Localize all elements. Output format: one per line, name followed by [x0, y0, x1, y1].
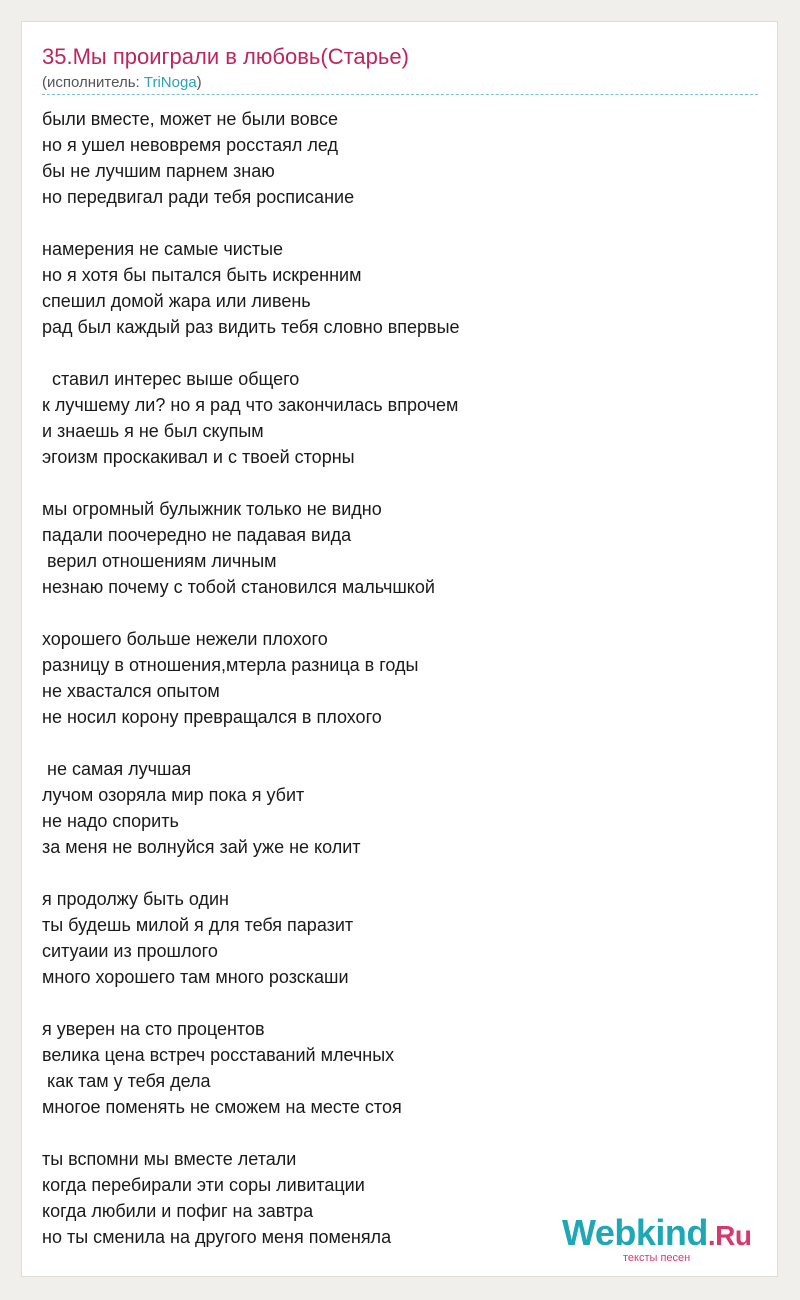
logo-main-text: Webkind [562, 1212, 708, 1253]
lyrics-stanza [42, 756, 758, 860]
lyric-line: но я хотя бы пытался быть искренним [42, 265, 362, 285]
lyrics-stanza [42, 626, 758, 730]
dashed-divider [42, 94, 758, 95]
lyric-line: лучом озоряла мир пока я убит [42, 785, 305, 805]
lyric-line: падали поочередно не падавая вида [42, 525, 352, 545]
lyrics-stanza [42, 236, 758, 340]
logo-tagline: тексты песен [623, 1252, 691, 1264]
lyric-line: ты вспомни мы вместе летали [42, 1149, 297, 1169]
lyrics-stanza [42, 1016, 758, 1120]
lyric-line: намерения не самые чистые [42, 239, 284, 259]
lyric-line: много хорошего там много розскаши [42, 967, 349, 987]
lyric-line: я продолжу быть один [42, 889, 229, 909]
lyric-line: не надо спорить [42, 811, 179, 831]
lyric-line: не хвастался опытом [42, 681, 220, 701]
lyrics-text [42, 106, 758, 1276]
lyric-line: к лучшему ли? но я рад что закончилась впрочем [42, 395, 459, 415]
lyric-line: ставил интерес выше общего [42, 369, 300, 389]
lyric-line: многое поменять не сможем на месте стоя [42, 1097, 402, 1117]
lyric-line: не носил корону превращался в плохого [42, 707, 382, 727]
song-title: 35.Мы проиграли в любовь(Старье) [42, 44, 409, 69]
byline-prefix: (исполнитель: [42, 74, 144, 91]
lyric-line: как там у тебя дела [42, 1071, 211, 1091]
artist-byline [42, 74, 202, 91]
lyric-line: бы не лучшим парнем знаю [42, 161, 275, 181]
lyric-line: я уверен на сто процентов [42, 1019, 265, 1039]
lyric-line: ты будешь милой я для тебя паразит [42, 915, 354, 935]
lyric-line: хорошего больше нежели плохого [42, 629, 328, 649]
lyrics-stanza [42, 106, 758, 210]
lyric-line: за меня не волнуйся зай уже не колит [42, 837, 361, 857]
lyric-line: незнаю почему с тобой становился мальчшкой [42, 577, 435, 597]
lyric-line: когда перебирали эти соры ливитации [42, 1175, 365, 1195]
lyrics-card [21, 21, 778, 1277]
logo-tld: .Ru [707, 1220, 752, 1251]
lyric-line: когда любили и пофиг на завтра [42, 1201, 314, 1221]
lyric-line: но передвигал ради тебя росписание [42, 187, 355, 207]
lyric-line: велика цена встреч росставаний млечных [42, 1045, 395, 1065]
lyric-line: ситуаии из прошлого [42, 941, 218, 961]
lyric-line: рад был каждый раз видить тебя словно впервые [42, 317, 460, 337]
lyric-line: верил отношениям личным [42, 551, 277, 571]
lyrics-stanza [42, 366, 758, 470]
lyric-line: эгоизм проскакивал и с твоей сторны [42, 447, 355, 467]
lyric-line: но я ушел невовремя росстаял лед [42, 135, 339, 155]
lyrics-stanza [42, 496, 758, 600]
lyric-line: и знаешь я не был скупым [42, 421, 264, 441]
lyric-line: спешил домой жара или ливень [42, 291, 311, 311]
lyric-line: не самая лучшая [42, 759, 192, 779]
lyric-line: но ты сменила на другого меня поменяла [42, 1227, 392, 1247]
lyric-line: мы огромный булыжник только не видно [42, 499, 382, 519]
logo-wordmark [562, 1212, 751, 1254]
lyric-line: были вместе, может не были вовсе [42, 109, 338, 129]
webkind-logo[interactable] [562, 1212, 762, 1262]
lyrics-stanza [42, 886, 758, 990]
lyric-line: разницу в отношения,мтерла разница в годы [42, 655, 419, 675]
artist-link[interactable]: TriNoga [143, 74, 197, 91]
byline-suffix: ) [196, 74, 202, 91]
